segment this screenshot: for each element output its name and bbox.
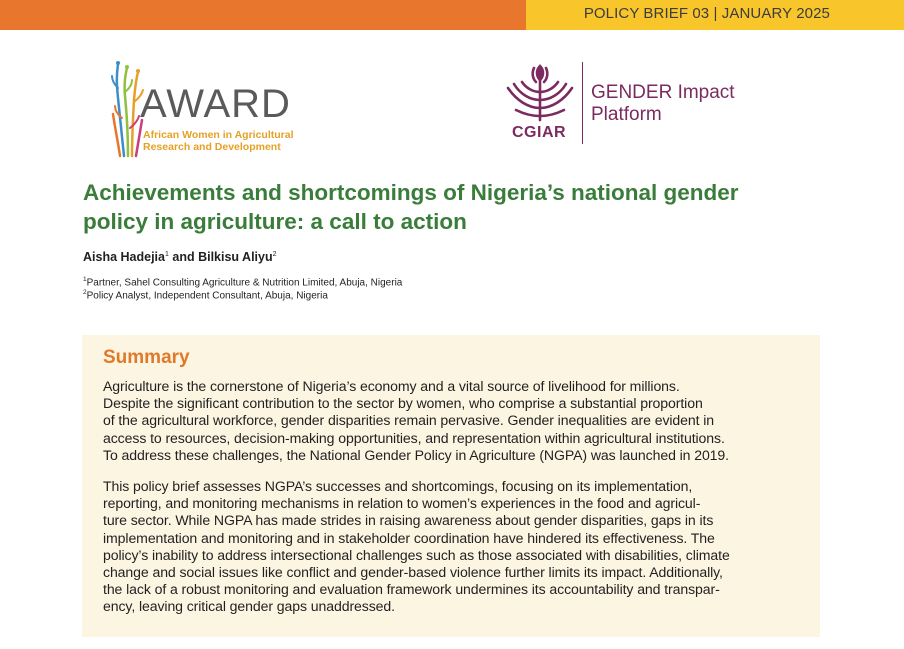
summary-p1-line: access to resources, decision-making opportunities, and representation within agricultural institutions. <box>103 429 725 446</box>
summary-box <box>82 335 820 637</box>
author-2-mark: 2 <box>272 250 277 258</box>
affiliation-1-text: Partner, Sahel Consulting Agriculture & Nutrition Limited, Abuja, Nigeria <box>86 277 403 289</box>
summary-p1-line: Despite the significant contribution to the sector by women, who comprise a substantial proportion <box>103 395 703 412</box>
platform-line2: Platform <box>591 104 662 125</box>
summary-p1-line: Agriculture is the cornerstone of Nigeria’s economy and a vital source of livelihood for millions. <box>103 378 680 394</box>
award-subtitle-line2: Research and Development <box>143 141 281 153</box>
summary-paragraph-2 <box>103 478 803 616</box>
author-conjunction: and <box>168 250 199 264</box>
summary-p2-line: policy’s inability to address intersectional challenges such as those associated with disabilities, climate <box>103 546 730 563</box>
summary-p1-line: To address these challenges, the National Gender Policy in Agriculture (NGPA) was launched in 2019. <box>103 446 729 463</box>
affiliation-1 <box>83 276 402 288</box>
summary-paragraph-1 <box>103 378 803 464</box>
cgiar-divider <box>582 62 583 144</box>
award-subtitle <box>143 129 294 153</box>
summary-p2-line: reporting, and monitoring mechanisms in relation to women’s experiences in the food and agricul- <box>103 495 701 512</box>
summary-p2-line: This policy brief assesses NGPA’s successes and shortcomings, focusing on its implementation, <box>103 478 693 494</box>
author-1: Aisha Hadejia <box>83 250 165 264</box>
cgiar-wheat-icon <box>502 60 578 124</box>
summary-heading: Summary <box>103 347 190 368</box>
cgiar-logo <box>498 60 758 150</box>
cgiar-wordmark: CGIAR <box>512 124 567 141</box>
author-2: Bilkisu Aliyu <box>198 250 273 264</box>
platform-line1: GENDER Impact <box>591 82 735 103</box>
summary-p2-line: ency, leaving critical gender gaps unaddressed. <box>103 598 395 615</box>
affiliation-1-mark: 1 <box>83 276 87 283</box>
top-banner <box>0 0 904 30</box>
gender-impact-platform-label <box>591 82 735 126</box>
authors-line <box>83 250 277 264</box>
title-line2: policy in agriculture: a call to action <box>83 209 467 234</box>
author-1-mark: 1 <box>164 250 169 258</box>
affiliation-2-mark: 2 <box>83 289 87 296</box>
summary-p2-line: change and social issues like conflict and gender-based violence further limits its impact. Additionally, <box>103 564 723 581</box>
award-subtitle-line1: African Women in Agricultural <box>143 129 294 141</box>
summary-p2-line: ture sector. While NGPA has made strides in raising awareness about gender disparities, gaps in its <box>103 512 714 529</box>
award-logo <box>110 58 330 158</box>
affiliation-2-text: Policy Analyst, Independent Consultant, Abuja, Nigeria <box>86 290 328 302</box>
title-line1: Achievements and shortcomings of Nigeria’s national gender <box>83 180 739 205</box>
summary-p2-line: the lack of a robust monitoring and evaluation framework undermines its accountability and transpar- <box>103 581 720 598</box>
banner-orange-segment <box>0 0 526 30</box>
document-title <box>83 178 803 236</box>
summary-p1-line: of the agricultural workforce, gender disparities remain pervasive. Gender inequalities are evident in <box>103 412 715 429</box>
affiliation-2 <box>83 289 328 301</box>
award-wordmark: AWARD <box>140 82 291 126</box>
policy-brief-label: POLICY BRIEF 03 | JANUARY 2025 <box>583 5 830 22</box>
summary-p2-line: implementation and monitoring and in stakeholder coordination have hindered its effectiveness. The <box>103 529 715 546</box>
